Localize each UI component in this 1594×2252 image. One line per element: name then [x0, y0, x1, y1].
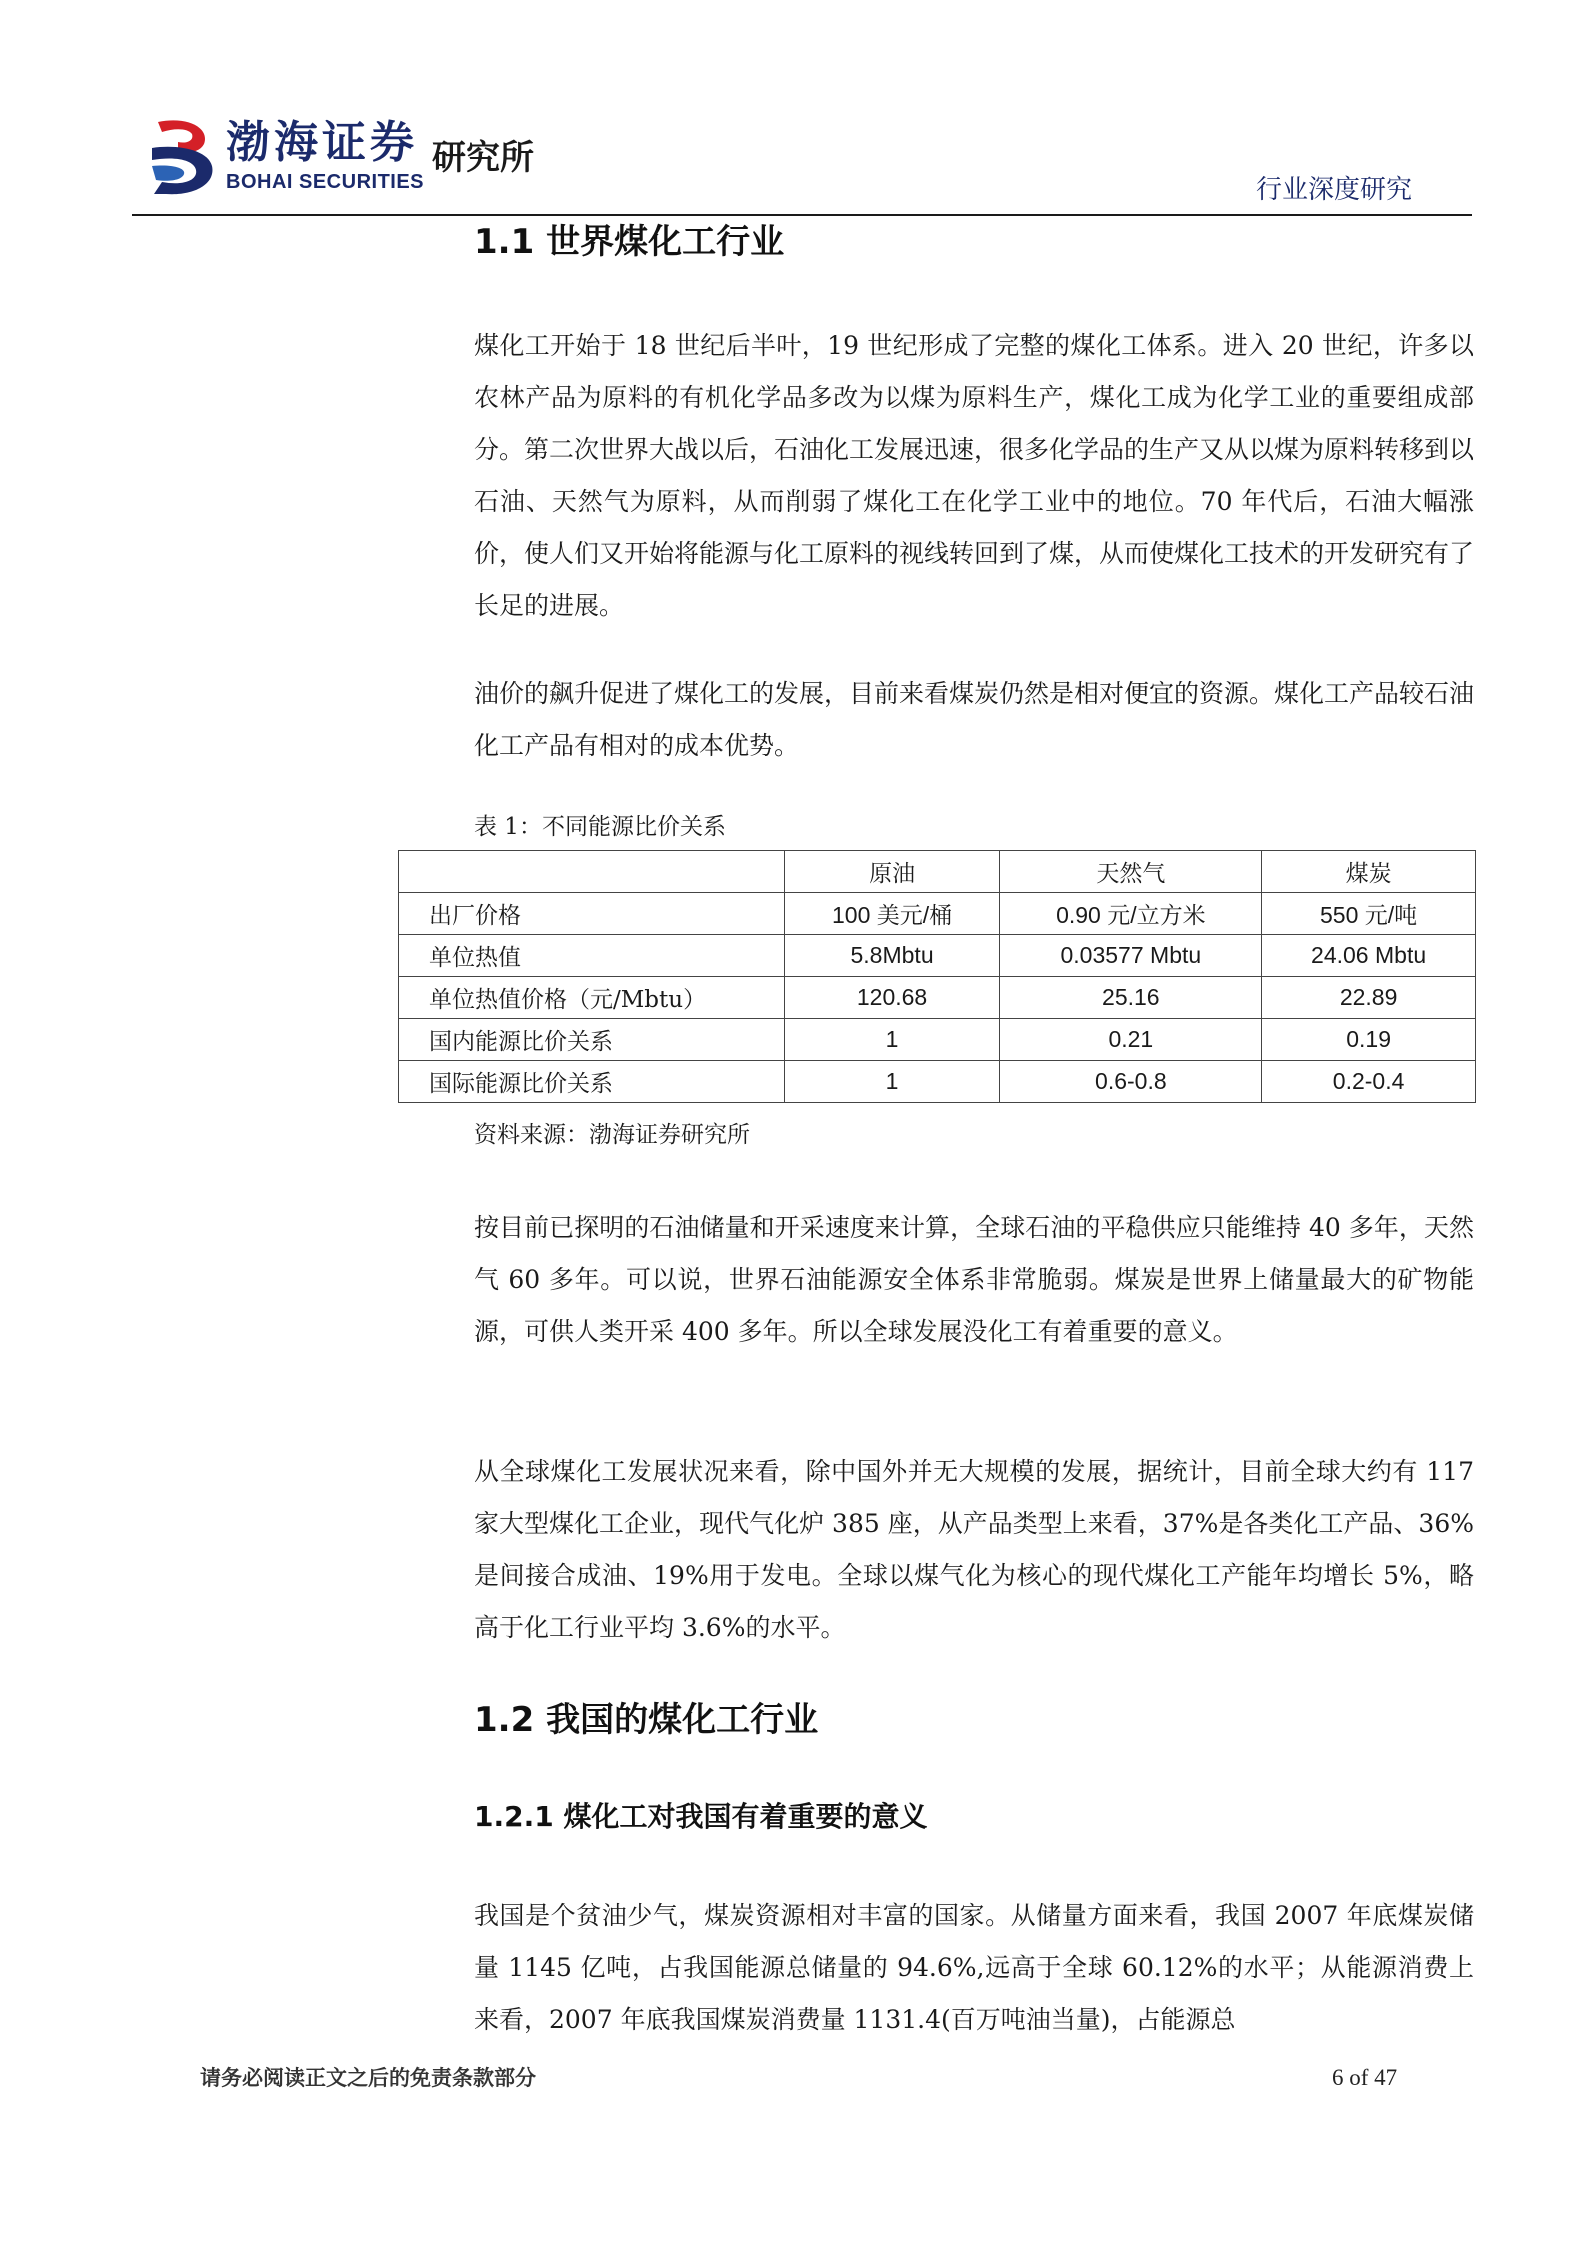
- header-divider: [132, 214, 1472, 216]
- page-number: 6 of 47: [1332, 2065, 1398, 2090]
- table-caption: 表 1：不同能源比价关系: [474, 814, 726, 840]
- subsection-heading-1-2-1: 1.2.1 煤化工对我国有着重要的意义: [474, 1800, 928, 1833]
- brand-name-cn: 渤海证券: [226, 117, 418, 168]
- row-label: 单位热值价格（元/Mbtu）: [399, 977, 785, 1019]
- table-cell: 0.90 元/立方米: [1000, 893, 1262, 935]
- disclaimer-note: 请务必阅读正文之后的免责条款部分: [200, 2066, 536, 2090]
- row-label: 国内能源比价关系: [399, 1019, 785, 1061]
- table-row: [399, 935, 1476, 977]
- table-cell: 25.16: [1000, 977, 1262, 1019]
- paragraph-5: 我国是个贫油少气，煤炭资源相对丰富的国家。从储量方面来看，我国 2007 年底煤炭储量 1145 亿吨，占我国能源总储量的 94.6%,远高于全球 60.12%的水平；从能源消费上来看，2007 年底我国煤炭消费量 1131.4(百万吨油当量)，占能源总: [474, 1901, 1474, 2034]
- table-cell: 100 美元/桶: [784, 893, 1000, 935]
- table-cell: 0.6-0.8: [1000, 1061, 1262, 1103]
- row-label: 出厂价格: [399, 893, 785, 935]
- report-type-label: 行业深度研究: [1256, 175, 1413, 205]
- row-label: 单位热值: [399, 935, 785, 977]
- energy-price-table: [398, 850, 1476, 1103]
- table-cell: 0.21: [1000, 1019, 1262, 1061]
- table-header-cell: [399, 851, 785, 893]
- table-row: [399, 1019, 1476, 1061]
- table-source-note: 资料来源：渤海证券研究所: [474, 1122, 750, 1148]
- row-label: 国际能源比价关系: [399, 1061, 785, 1103]
- table-cell: 120.68: [784, 977, 1000, 1019]
- table-row: [399, 893, 1476, 935]
- table-cell: 24.06 Mbtu: [1262, 935, 1476, 977]
- paragraph-3: 按目前已探明的石油储量和开采速度来计算，全球石油的平稳供应只能维持 40 多年，天然气 60 多年。可以说，世界石油能源安全体系非常脆弱。煤炭是世界上储量最大的矿物能源，可供人类开采 400 多年。所以全球发展没化工有着重要的意义。: [474, 1213, 1474, 1346]
- page-header: [0, 0, 1594, 220]
- table-cell: 0.19: [1262, 1019, 1476, 1061]
- bohai-logo-icon: [148, 118, 216, 198]
- table-cell: 0.2-0.4: [1262, 1061, 1476, 1103]
- table-row: [399, 977, 1476, 1019]
- paragraph-4: 从全球煤化工发展状况来看，除中国外并无大规模的发展，据统计，目前全球大约有 117 家大型煤化工企业，现代气化炉 385 座，从产品类型上来看，37%是各类化工产品、36%是间接合成油、19%用于发电。全球以煤气化为核心的现代煤化工产能年均增长 5%，略高于化工行业平均 3.6%的水平。: [474, 1457, 1474, 1642]
- table-cell: 1: [784, 1061, 1000, 1103]
- table-cell: 0.03577 Mbtu: [1000, 935, 1262, 977]
- table-cell: 1: [784, 1019, 1000, 1061]
- table-header-cell: 天然气: [1000, 851, 1262, 893]
- table-header-cell: 原油: [784, 851, 1000, 893]
- section-heading-1-2: 1.2 我国的煤化工行业: [474, 1700, 819, 1740]
- brand-name-en: BOHAI SECURITIES: [226, 171, 425, 193]
- table-header-row: [399, 851, 1476, 893]
- table-cell: 5.8Mbtu: [784, 935, 1000, 977]
- institute-label: 研究所: [432, 138, 534, 178]
- paragraph-2: 油价的飙升促进了煤化工的发展，目前来看煤炭仍然是相对便宜的资源。煤化工产品较石油化工产品有相对的成本优势。: [474, 679, 1475, 760]
- table-header-cell: 煤炭: [1262, 851, 1476, 893]
- paragraph-1: 煤化工开始于 18 世纪后半叶，19 世纪形成了完整的煤化工体系。进入 20 世纪，许多以农林产品为原料的有机化学品多改为以煤为原料生产，煤化工成为化学工业的重要组成部分。第二次世界大战以后，石油化工发展迅速，很多化学品的生产又从以煤为原料转移到以石油、天然气为原料，从而削弱了煤化工在化学工业中的地位。70 年代后，石油大幅涨价，使人们又开始将能源与化工原料的视线转回到了煤，从而使煤化工技术的开发研究有了长足的进展。: [474, 331, 1475, 620]
- section-heading-1-1: 1.1 世界煤化工行业: [474, 222, 785, 262]
- table-cell: 22.89: [1262, 977, 1476, 1019]
- table-cell: 550 元/吨: [1262, 893, 1476, 935]
- table-row: [399, 1061, 1476, 1103]
